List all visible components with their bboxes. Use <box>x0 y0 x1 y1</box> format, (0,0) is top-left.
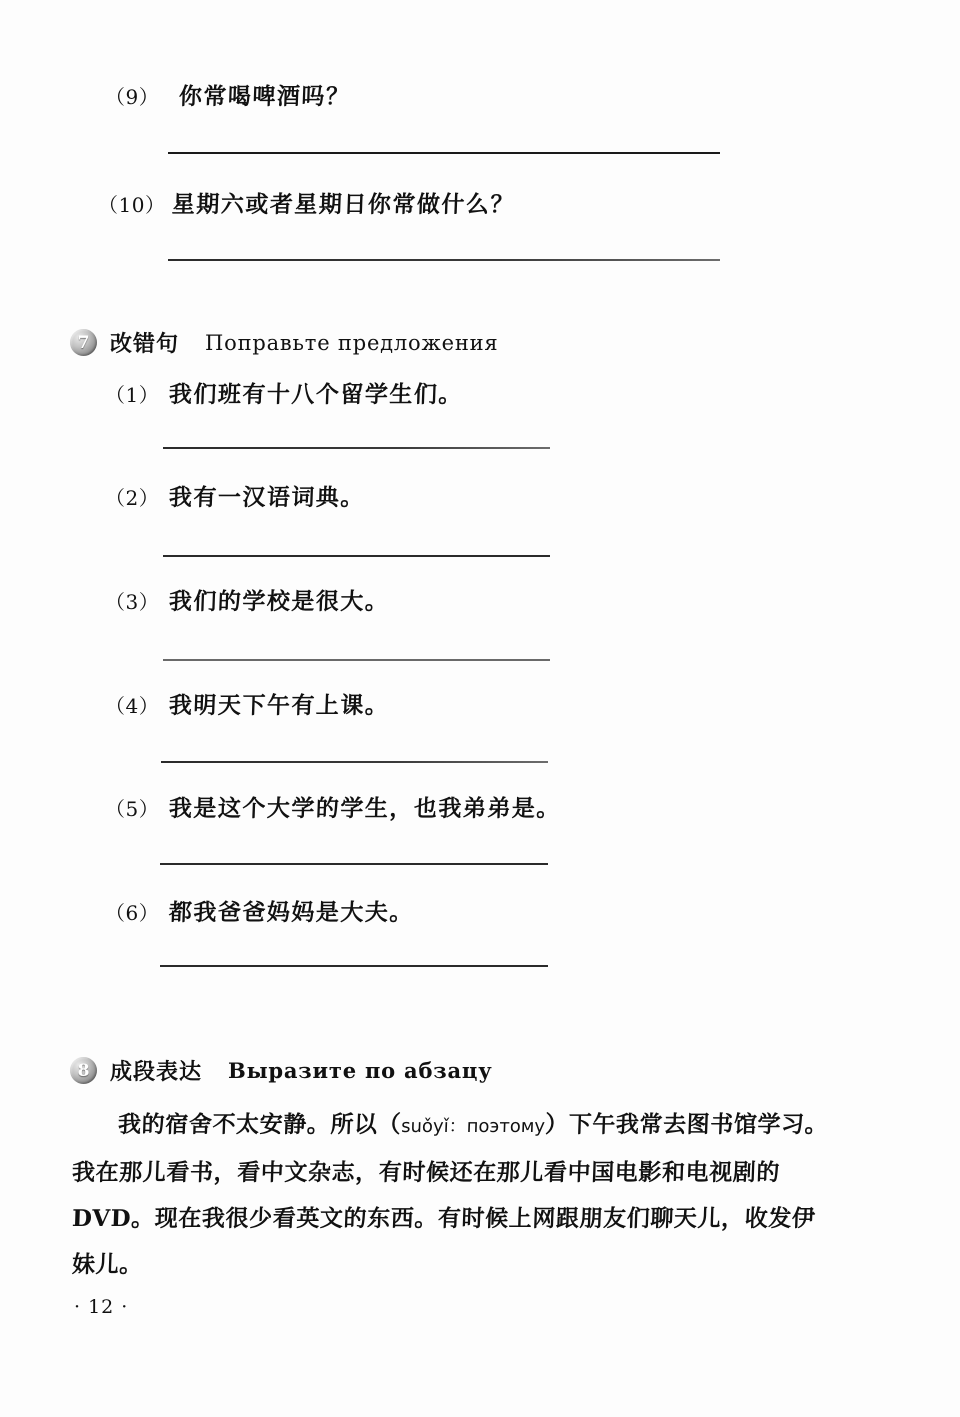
item-number: （4） <box>105 694 160 718</box>
section-title-russian: Выразите по абзацу <box>228 1058 493 1083</box>
item-number: （2） <box>105 486 160 510</box>
exercise-item-10 <box>98 186 515 219</box>
paragraph-line-1-part-b: ）下午我常去图书馆学习。 <box>544 1111 829 1138</box>
item-text: 你常喝啤酒吗？ <box>178 83 351 110</box>
pinyin-gloss: suǒyǐ：поэтому <box>400 1116 546 1137</box>
item-number: （1） <box>105 383 160 407</box>
item-text: 都我爸爸妈妈是大夫。 <box>168 899 415 926</box>
exercise-item-9 <box>105 78 351 111</box>
paragraph-line-4: 妹儿。 <box>71 1251 144 1278</box>
answer-rule-s7-2[interactable] <box>163 555 550 557</box>
paragraph-line-2: 我在那儿看书，看中文杂志，有时候还在那儿看中国电影和电视剧的 <box>71 1159 781 1186</box>
section7-item-6 <box>105 894 414 927</box>
section-title-russian: Поправьте предложения <box>205 330 499 355</box>
item-text: 我们的学校是很大。 <box>168 588 390 615</box>
item-number: （9） <box>105 85 160 109</box>
section-number-badge: 7 <box>70 329 97 356</box>
item-text: 我有一汉语词典。 <box>168 484 366 511</box>
section7-item-2 <box>105 479 365 512</box>
answer-rule-s7-4[interactable] <box>161 761 548 763</box>
section-number-badge: 8 <box>70 1057 97 1084</box>
item-number: （5） <box>105 797 160 821</box>
item-text: 我们班有十八个留学生们。 <box>168 381 464 408</box>
section-header-8 <box>70 1055 492 1086</box>
item-number: （6） <box>105 901 160 925</box>
section7-item-3 <box>105 583 390 616</box>
item-number: （10） <box>98 193 166 217</box>
section8-paragraph <box>72 1102 914 1288</box>
section-title-chinese: 成段表达 <box>110 1060 203 1085</box>
paragraph-line-1 <box>71 1102 915 1150</box>
section-title-chinese: 改错句 <box>110 332 180 357</box>
answer-rule-s7-3[interactable] <box>163 659 550 661</box>
answer-rule-s7-5[interactable] <box>160 863 548 865</box>
paragraph-line-3: DVD。现在我很少看英文的东西。有时候上网跟朋友们聊天儿，收发伊 <box>71 1205 817 1232</box>
paragraph-line-1-part-a: 我的宿舍不太安静。所以（ <box>117 1111 402 1138</box>
page-number: · 12 · <box>74 1296 129 1318</box>
answer-rule-10[interactable] <box>168 259 720 261</box>
section7-item-4 <box>105 687 390 720</box>
item-text: 我是这个大学的学生，也我弟弟是。 <box>168 795 562 822</box>
answer-rule-s7-6[interactable] <box>160 965 548 967</box>
section7-item-5 <box>105 790 561 823</box>
section-header-7 <box>70 327 498 358</box>
answer-rule-9[interactable] <box>168 152 720 154</box>
item-text: 我明天下午有上课。 <box>168 692 390 719</box>
section7-item-1 <box>105 376 463 409</box>
item-text: 星期六或者星期日你常做什么？ <box>171 191 516 218</box>
item-number: （3） <box>105 590 160 614</box>
answer-rule-s7-1[interactable] <box>163 447 550 449</box>
